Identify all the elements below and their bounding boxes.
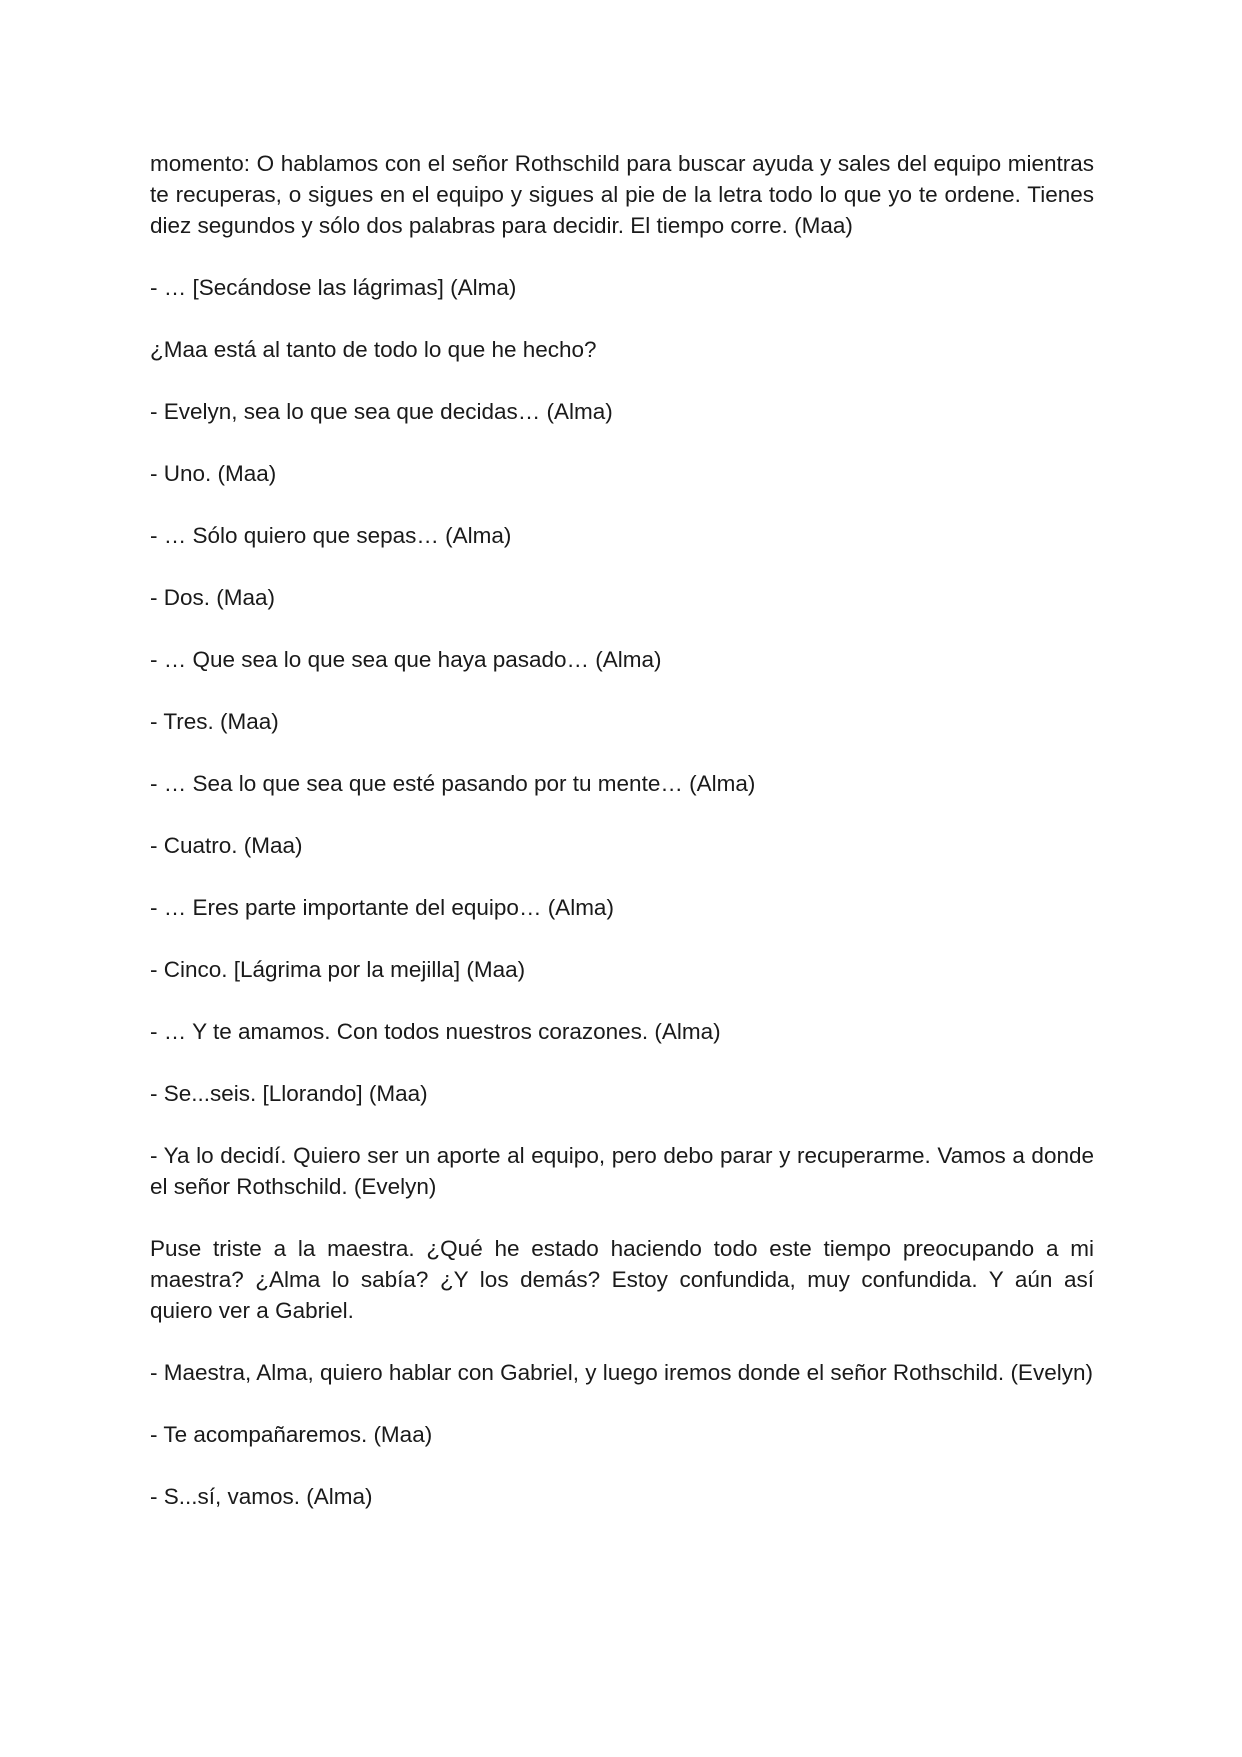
paragraph: - Cuatro. (Maa) bbox=[150, 833, 303, 858]
paragraph: - Cinco. [Lágrima por la mejilla] (Maa) bbox=[150, 957, 526, 982]
paragraph: - Maestra, Alma, quiero hablar con Gabriel, y luego iremos donde el señor Rothschild. (Evelyn) bbox=[150, 1360, 1093, 1385]
paragraph: - Evelyn, sea lo que sea que decidas… (Alma) bbox=[150, 399, 613, 424]
paragraph: ¿Maa está al tanto de todo lo que he hecho? bbox=[150, 337, 597, 362]
document-page bbox=[150, 148, 1094, 1543]
paragraph: Puse triste a la maestra. ¿Qué he estado haciendo todo este tiempo preocupando a mi maestra? ¿Alma lo sabía? ¿Y los demás? Estoy confundida, muy confundida. Y aún así quiero ver a Gabriel. bbox=[150, 1236, 1094, 1323]
paragraph: - Ya lo decidí. Quiero ser un aporte al equipo, pero debo parar y recuperarme. Vamos a donde el señor Rothschild. (Evelyn) bbox=[150, 1143, 1094, 1199]
paragraph: - Tres. (Maa) bbox=[150, 709, 279, 734]
paragraph: momento: O hablamos con el señor Rothschild para buscar ayuda y sales del equipo mientras te recuperas, o sigues en el equipo y sigues al pie de la letra todo lo que yo te ordene. Tienes diez segundos y sólo dos palabras para decidir. El tiempo corre. (Maa) bbox=[150, 151, 1094, 238]
paragraph: - … Sea lo que sea que esté pasando por tu mente… (Alma) bbox=[150, 771, 756, 796]
paragraph: - Se...seis. [Llorando] (Maa) bbox=[150, 1081, 428, 1106]
paragraph: - … Sólo quiero que sepas… (Alma) bbox=[150, 523, 512, 548]
paragraph: - Te acompañaremos. (Maa) bbox=[150, 1422, 433, 1447]
paragraph: - S...sí, vamos. (Alma) bbox=[150, 1484, 373, 1509]
paragraph: - … [Secándose las lágrimas] (Alma) bbox=[150, 275, 517, 300]
paragraph: - Dos. (Maa) bbox=[150, 585, 276, 610]
paragraph: - … Que sea lo que sea que haya pasado… (Alma) bbox=[150, 647, 662, 672]
paragraph: - … Y te amamos. Con todos nuestros corazones. (Alma) bbox=[150, 1019, 721, 1044]
paragraph: - … Eres parte importante del equipo… (Alma) bbox=[150, 895, 614, 920]
paragraph: - Uno. (Maa) bbox=[150, 461, 277, 486]
